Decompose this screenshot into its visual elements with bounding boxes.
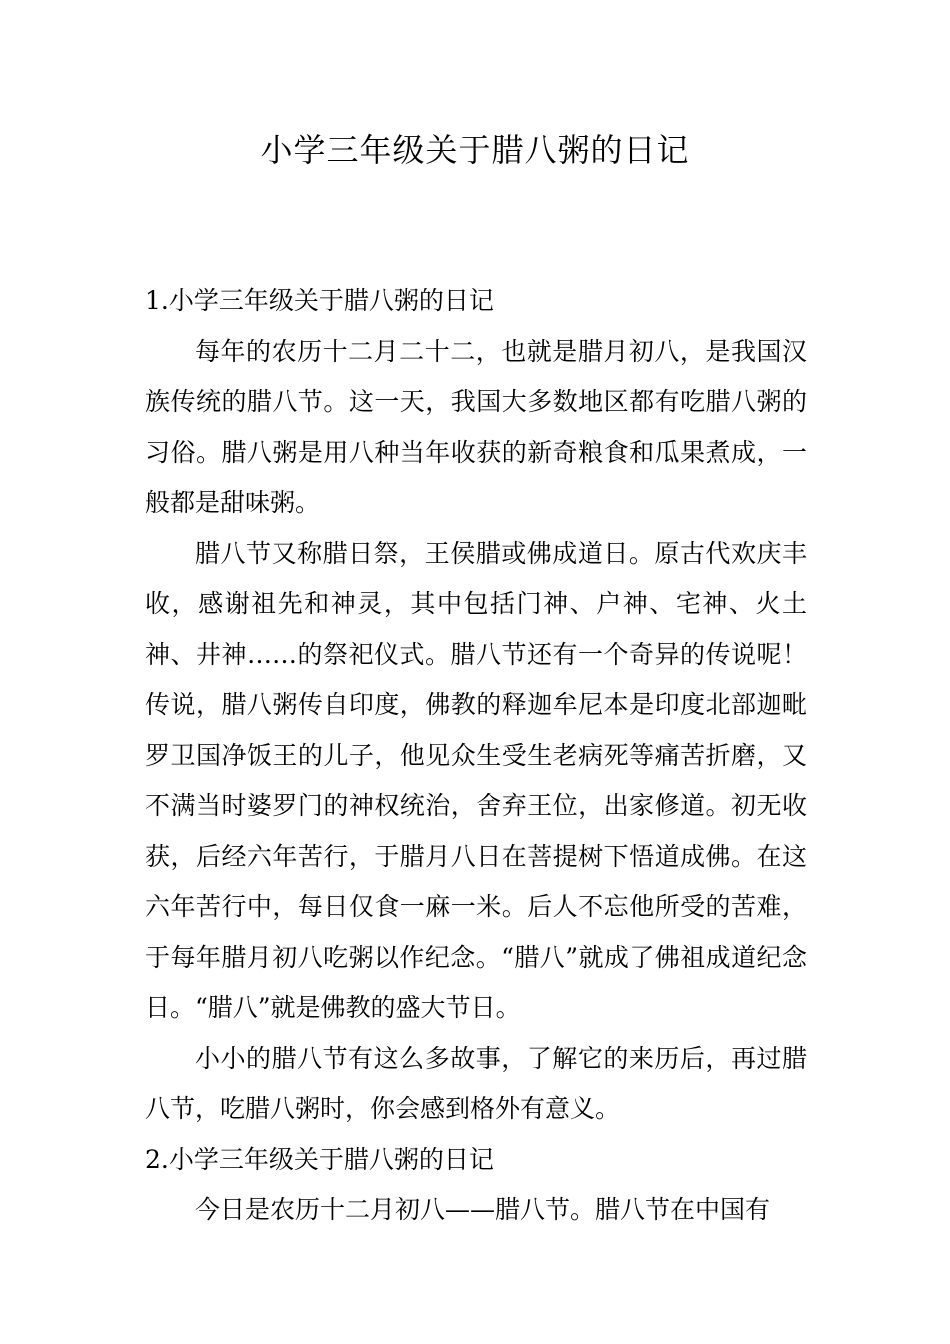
paragraph: 每年的农历十二月二十二，也就是腊月初八，是我国汉族传统的腊八节。这一天，我国大多数地区都有吃腊八粥的习俗。腊八粥是用八种当年收获的新奇粮食和瓜果煮成，一般都是甜味粥。: [145, 336, 807, 517]
section-heading-2: 2.小学三年级关于腊八粥的日记: [145, 1144, 494, 1174]
paragraph: 今日是农历十二月初八——腊八节。腊八节在中国有: [195, 1195, 771, 1224]
document-title: 小学三年级关于腊八粥的日记: [260, 131, 690, 169]
section-heading-1: 1.小学三年级关于腊八粥的日记: [145, 286, 494, 315]
paragraph: 小小的腊八节有这么多故事，了解它的来历后，再过腊八节，吃腊八粥时，你会感到格外有意义。: [145, 1043, 807, 1123]
document-body: [145, 276, 807, 1236]
paragraph: 腊八节又称腊日祭，王侯腊或佛成道日。原古代欢庆丰收，感谢祖先和神灵，其中包括门神、户神、宅神、火土神、井神……的祭祀仪式。腊八节还有一个奇异的传说呢！传说，腊八粥传自印度，佛教的释迦牟尼本是印度北部迦毗罗卫国净饭王的儿子，他见众生受生老病死等痛苦折磨，又不满当时婆罗门的神权统治，舍弃王位，出家修道。初无收获，后经六年苦行，于腊月八日在菩提树下悟道成佛。在这六年苦行中，每日仅食一麻一米。后人不忘他所受的苦难，于每年腊月初八吃粥以作纪念。“腊八”就成了佛祖成道纪念日。“腊八”就是佛教的盛大节日。: [145, 538, 807, 1022]
